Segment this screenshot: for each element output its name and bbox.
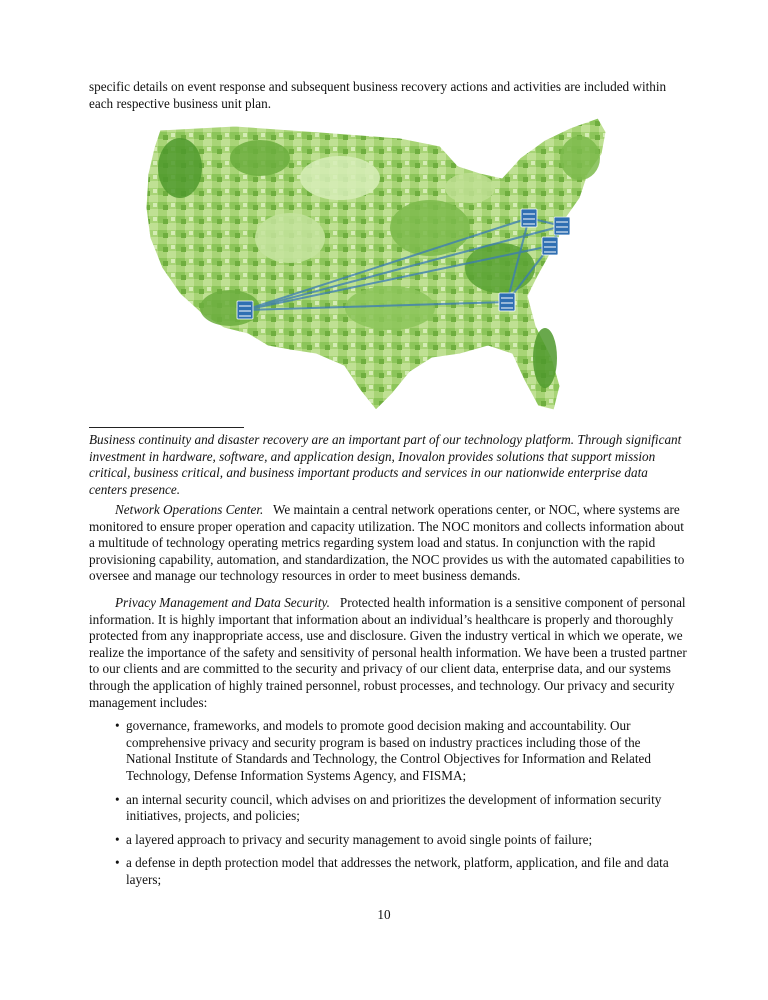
privacy-bullet-list xyxy=(89,718,689,888)
body-text xyxy=(89,502,689,895)
us-data-center-map xyxy=(140,118,626,414)
us-map-figure xyxy=(140,118,626,414)
list-item: • governance, frameworks, and models to promote good decision making and accountability. Our comprehensive privacy and security program is based on industry practices including those of the National Institute of Standards and Technology, the Control Objectives for Information and Related Technology, Defense Information Systems Agency, and FISMA; xyxy=(126,718,689,784)
map-caption: Business continuity and disaster recovery are an important part of our technology platform. Through significant investment in hardware, software, and application design, Inovalon provides solutions that support mission critical, business critical, and business important products and services in our nationwide enterprise data centers presence. xyxy=(89,432,682,497)
privacy-text: Protected health information is a sensitive component of personal information. It is highly important that information about an individual’s healthcare is properly and thoroughly protected from any inappropriate access, use and disclosure. Given the industry vertical in which we operate, we realize the importance of the safety and sensitivity of personal health information. We have been a trusted partner to our clients and are committed to the security and privacy of our client data, enterprise data, and our systems through the application of highly trained personnel, robust processes, and technology. Our privacy and security management includes: xyxy=(89,594,687,710)
list-item: • a layered approach to privacy and security management to avoid single points of failure; xyxy=(126,832,689,849)
noc-heading: Network Operations Center. xyxy=(115,502,264,517)
intro-paragraph: specific details on event response and subsequent business recovery actions and activities are included within each respective business unit plan. xyxy=(89,79,667,111)
privacy-paragraph xyxy=(89,595,689,711)
privacy-heading: Privacy Management and Data Security. xyxy=(115,594,330,610)
list-item: • a defense in depth protection model that addresses the network, platform, application, and file and data layers; xyxy=(126,855,689,888)
page-number: 10 xyxy=(377,907,391,922)
list-item: • an internal security council, which advises on and prioritizes the development of information security initiatives, projects, and policies; xyxy=(126,792,689,825)
noc-text: We maintain a central network operations center, or NOC, where systems are monitored to ensure proper operation and capacity utilization. The NOC monitors and collects information about a multitude of technology operating metrics regarding system load and status. In conjunction with the rapid provisioning capability, automation, and standardization, the NOC provides us with the automated capabilities to oversee and manage our technology resources in order to meet business demands. xyxy=(89,502,685,584)
noc-paragraph xyxy=(89,502,689,585)
footnote-rule xyxy=(89,427,244,428)
